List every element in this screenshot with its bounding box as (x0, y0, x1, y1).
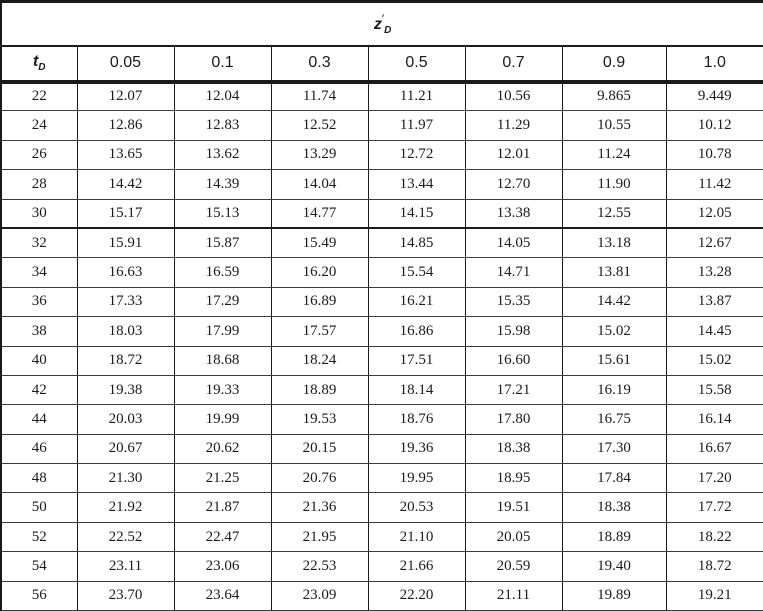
table-cell: 21.36 (271, 493, 368, 522)
table-cell: 19.40 (562, 552, 666, 581)
table-cell: 16.14 (666, 405, 763, 434)
t-d-symbol: $t_D$ (32, 53, 46, 73)
table-row (1, 170, 763, 199)
table-cell: 12.01 (465, 140, 562, 169)
table-cell: 12.55 (562, 199, 666, 228)
table-cell: 20.53 (368, 493, 465, 522)
table-cell: 16.75 (562, 405, 666, 434)
table-cell: 17.20 (666, 464, 763, 493)
table-cell: 13.62 (174, 140, 271, 169)
table-cell: 17.57 (271, 317, 368, 346)
table-cell: 19.99 (174, 405, 271, 434)
table-cell: 16.19 (562, 375, 666, 404)
table-cell: 15.02 (666, 346, 763, 375)
column-header-row (1, 46, 763, 82)
table-cell: 17.84 (562, 464, 666, 493)
table-cell: 18.68 (174, 346, 271, 375)
table-cell: 17.51 (368, 346, 465, 375)
table-cell: 23.11 (77, 552, 174, 581)
table-cell: 21.95 (271, 522, 368, 551)
column-header: 1.0 (666, 46, 763, 82)
table-cell: 22.53 (271, 552, 368, 581)
table-cell: 14.45 (666, 317, 763, 346)
table-cell: 15.35 (465, 287, 562, 316)
row-label-cell: 48 (1, 464, 77, 493)
table-cell: 13.44 (368, 170, 465, 199)
table-cell: 14.39 (174, 170, 271, 199)
table-cell: 16.86 (368, 317, 465, 346)
table-cell: 12.72 (368, 140, 465, 169)
table-cell: 21.11 (465, 581, 562, 610)
table-cell: 10.56 (465, 82, 562, 111)
table-cell: 23.64 (174, 581, 271, 610)
table-cell: 15.17 (77, 199, 174, 228)
table-cell: 11.42 (666, 170, 763, 199)
table-cell: 10.55 (562, 111, 666, 140)
table-cell: 13.29 (271, 140, 368, 169)
table-cell: 18.89 (562, 522, 666, 551)
table-cell: 12.07 (77, 82, 174, 111)
table-cell: 20.05 (465, 522, 562, 551)
table-cell: 14.42 (562, 287, 666, 316)
table-cell: 11.97 (368, 111, 465, 140)
column-header: 0.7 (465, 46, 562, 82)
table-cell: 14.77 (271, 199, 368, 228)
table-cell: 18.76 (368, 405, 465, 434)
row-label-cell: 40 (1, 346, 77, 375)
table-cell: 20.15 (271, 434, 368, 463)
table-cell: 21.66 (368, 552, 465, 581)
table-cell: 13.81 (562, 258, 666, 287)
row-label-cell: 32 (1, 228, 77, 257)
table-cell: 13.18 (562, 228, 666, 257)
table-cell: 15.87 (174, 228, 271, 257)
table-cell: 14.71 (465, 258, 562, 287)
row-label-cell: 26 (1, 140, 77, 169)
table-cell: 15.54 (368, 258, 465, 287)
column-header: 0.9 (562, 46, 666, 82)
table-row (1, 287, 763, 316)
table-cell: 12.70 (465, 170, 562, 199)
z-prime-d-symbol: $z'_D$ (373, 11, 392, 36)
table-cell: 21.92 (77, 493, 174, 522)
table-cell: 18.38 (562, 493, 666, 522)
table-row (1, 199, 763, 228)
table-row (1, 111, 763, 140)
table-cell: 21.25 (174, 464, 271, 493)
table-cell: 19.36 (368, 434, 465, 463)
table-cell: 10.78 (666, 140, 763, 169)
table-cell: 12.04 (174, 82, 271, 111)
table-cell: 12.83 (174, 111, 271, 140)
table-cell: 15.02 (562, 317, 666, 346)
table-row (1, 464, 763, 493)
row-label-cell: 56 (1, 581, 77, 610)
title-row (1, 2, 763, 46)
table-cell: 17.99 (174, 317, 271, 346)
table-cell: 18.38 (465, 434, 562, 463)
table-cell: 18.95 (465, 464, 562, 493)
table-cell: 19.38 (77, 375, 174, 404)
table-row (1, 552, 763, 581)
table-cell: 16.63 (77, 258, 174, 287)
row-label-cell: 38 (1, 317, 77, 346)
table-cell: 13.87 (666, 287, 763, 316)
table-cell: 14.05 (465, 228, 562, 257)
row-label-cell: 44 (1, 405, 77, 434)
column-group-title (1, 2, 763, 46)
table-row (1, 317, 763, 346)
table-cell: 20.67 (77, 434, 174, 463)
table-cell: 19.53 (271, 405, 368, 434)
table-cell: 16.21 (368, 287, 465, 316)
table-row (1, 493, 763, 522)
table-cell: 15.91 (77, 228, 174, 257)
table-cell: 18.72 (666, 552, 763, 581)
table-cell: 10.12 (666, 111, 763, 140)
table-cell: 16.67 (666, 434, 763, 463)
table-cell: 11.24 (562, 140, 666, 169)
table-row (1, 228, 763, 257)
table-cell: 23.06 (174, 552, 271, 581)
table-cell: 16.60 (465, 346, 562, 375)
table-cell: 12.05 (666, 199, 763, 228)
table-cell: 11.21 (368, 82, 465, 111)
table-cell: 18.24 (271, 346, 368, 375)
table-cell: 22.20 (368, 581, 465, 610)
table-cell: 18.03 (77, 317, 174, 346)
table-cell: 14.85 (368, 228, 465, 257)
table-row (1, 140, 763, 169)
table-cell: 23.09 (271, 581, 368, 610)
table-cell: 16.20 (271, 258, 368, 287)
table-cell: 17.72 (666, 493, 763, 522)
row-label-cell: 46 (1, 434, 77, 463)
table-cell: 9.449 (666, 82, 763, 111)
table-cell: 15.61 (562, 346, 666, 375)
row-label-cell: 22 (1, 82, 77, 111)
table-cell: 16.89 (271, 287, 368, 316)
table-row (1, 82, 763, 111)
row-label-cell: 24 (1, 111, 77, 140)
table-cell: 21.10 (368, 522, 465, 551)
column-header: 0.05 (77, 46, 174, 82)
table-cell: 20.59 (465, 552, 562, 581)
table-cell: 9.865 (562, 82, 666, 111)
table-cell: 15.58 (666, 375, 763, 404)
row-label-cell: 34 (1, 258, 77, 287)
table-cell: 18.89 (271, 375, 368, 404)
table-cell: 19.89 (562, 581, 666, 610)
table-row (1, 581, 763, 610)
table-cell: 13.28 (666, 258, 763, 287)
table-cell: 19.33 (174, 375, 271, 404)
table-cell: 18.22 (666, 522, 763, 551)
table-cell: 20.76 (271, 464, 368, 493)
row-label-cell: 52 (1, 522, 77, 551)
table-cell: 11.74 (271, 82, 368, 111)
table-cell: 13.65 (77, 140, 174, 169)
table-cell: 21.30 (77, 464, 174, 493)
column-header: 0.3 (271, 46, 368, 82)
table-cell: 12.67 (666, 228, 763, 257)
table-cell: 17.30 (562, 434, 666, 463)
table-cell: 21.87 (174, 493, 271, 522)
table-cell: 20.62 (174, 434, 271, 463)
table-cell: 23.70 (77, 581, 174, 610)
table-cell: 19.51 (465, 493, 562, 522)
table-cell: 14.42 (77, 170, 174, 199)
table-cell: 17.29 (174, 287, 271, 316)
table-row (1, 375, 763, 404)
table-cell: 14.15 (368, 199, 465, 228)
table-row (1, 522, 763, 551)
table-cell: 11.29 (465, 111, 562, 140)
table-body (1, 82, 763, 611)
table-cell: 22.52 (77, 522, 174, 551)
table-cell: 16.59 (174, 258, 271, 287)
table-cell: 15.98 (465, 317, 562, 346)
table-cell: 19.21 (666, 581, 763, 610)
table-row (1, 258, 763, 287)
table-cell: 12.86 (77, 111, 174, 140)
table-cell: 15.13 (174, 199, 271, 228)
table-cell: 15.49 (271, 228, 368, 257)
table-cell: 17.33 (77, 287, 174, 316)
table-cell: 13.38 (465, 199, 562, 228)
table-cell: 12.52 (271, 111, 368, 140)
row-label-cell: 30 (1, 199, 77, 228)
table-cell: 14.04 (271, 170, 368, 199)
table-cell: 18.72 (77, 346, 174, 375)
table-cell: 11.90 (562, 170, 666, 199)
row-label-cell: 50 (1, 493, 77, 522)
table-row (1, 346, 763, 375)
row-label-cell: 36 (1, 287, 77, 316)
row-label-cell: 54 (1, 552, 77, 581)
table-cell: 22.47 (174, 522, 271, 551)
table-row (1, 405, 763, 434)
table-cell: 17.21 (465, 375, 562, 404)
row-label-cell: 28 (1, 170, 77, 199)
column-header: 0.1 (174, 46, 271, 82)
row-label-cell: 42 (1, 375, 77, 404)
table-cell: 19.95 (368, 464, 465, 493)
table-cell: 20.03 (77, 405, 174, 434)
table-cell: 18.14 (368, 375, 465, 404)
table-row (1, 434, 763, 463)
row-header-cell (1, 46, 77, 82)
table-cell: 17.80 (465, 405, 562, 434)
column-header: 0.5 (368, 46, 465, 82)
